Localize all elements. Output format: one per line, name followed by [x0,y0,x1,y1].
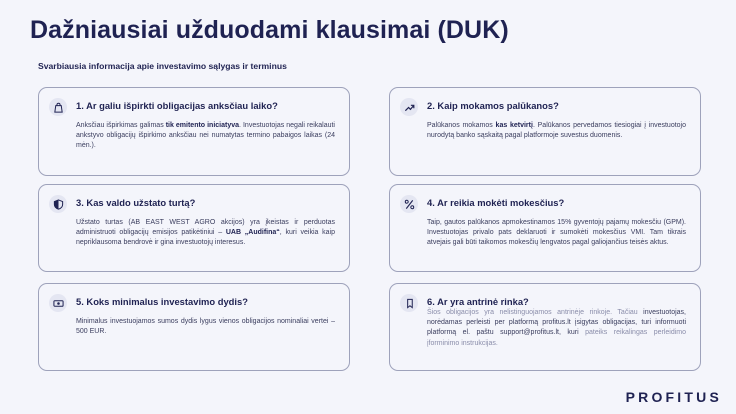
shield-icon [49,195,67,213]
faq-question: 1. Ar galiu išpirkti obligacijas anksčiau laiko? [76,100,278,111]
faq-answer: Palūkanos mokamos kas ketvirtį. Palūkanos pervedamos tiesiogiai į investuotojo nurodytą banko sąskaitą pagal platformoje suvestus duomenis. [427,122,687,140]
tag-icon [400,294,418,312]
page-subtitle: Svarbiausia informacija apie investavimo sąlygas ir terminus [38,61,287,71]
faq-card-6 [389,283,701,371]
faq-answer-partial: pateiks reikalingas perleidimo įforminimo instrukcijas. [427,329,686,347]
faq-question: 3. Kas valdo užstato turtą? [76,197,196,208]
faq-answer-scroll-area[interactable] [427,309,686,347]
faq-card-4 [389,184,701,272]
trend-up-icon [400,98,418,116]
faq-question: 4. Ar reikia mokėti mokesčius? [427,197,565,208]
faq-card-1 [38,87,350,176]
bag-icon [49,98,67,116]
faq-card-2 [389,87,701,176]
profitus-logo: PROFITUS [625,389,722,405]
percent-icon [400,195,418,213]
faq-card-3 [38,184,350,272]
faq-answer: Užstato turtas (AB EAST WEST AGRO akcijos) yra įkeistas ir perduotas administruoti obligacijų emisijos patikėtiniui – UAB „Audifina“, kuri veikia kaip nepriklausoma bendrovė ir gina investuotojų interesus. [76,219,336,247]
faq-question: 2. Kaip mokamos palūkanos? [427,100,559,111]
faq-answer: Taip, gautos palūkanos apmokestinamos 15% gyventojų pajamų mokesčiu (GPM). Investuotojas privalo pats deklaruoti ir sumokėti mokesčius VMI. Tam tikrais atvejais gali būti taikomos mokesčių lengvatos pagal galiojančius teisės aktus. [427,219,686,247]
page-title: Dažniausiai užduodami klausimai (DUK) [30,16,509,44]
faq-answer: Anksčiau išpirkimas galimas tik emitento iniciatyva. Investuotojas negali reikalauti ankstyvo obligacijų išpirkimo anksčiau nei numatytas termino pabaigos laikas (24 mėn.). [76,122,335,150]
faq-card-5 [38,283,350,371]
faq-answer-partial: Šios obligacijos yra nelistinguojamos antrinėje rinkoje. Tačiau [427,309,638,316]
faq-question: 5. Koks minimalus investavimo dydis? [76,296,248,307]
cash-icon [49,294,67,312]
faq-answer: investuotojas, norėdamas perleisti per platformą profitus.lt įsigytas obligacijas, turi informuoti platformą el. paštu support@profitus.lt, kuri [427,309,686,337]
faq-question: 6. Ar yra antrinė rinka? [427,296,529,307]
faq-answer: Minimalus investuojamos sumos dydis lygus vienos obligacijos nominaliai vertei – 500 EUR. [76,318,335,336]
